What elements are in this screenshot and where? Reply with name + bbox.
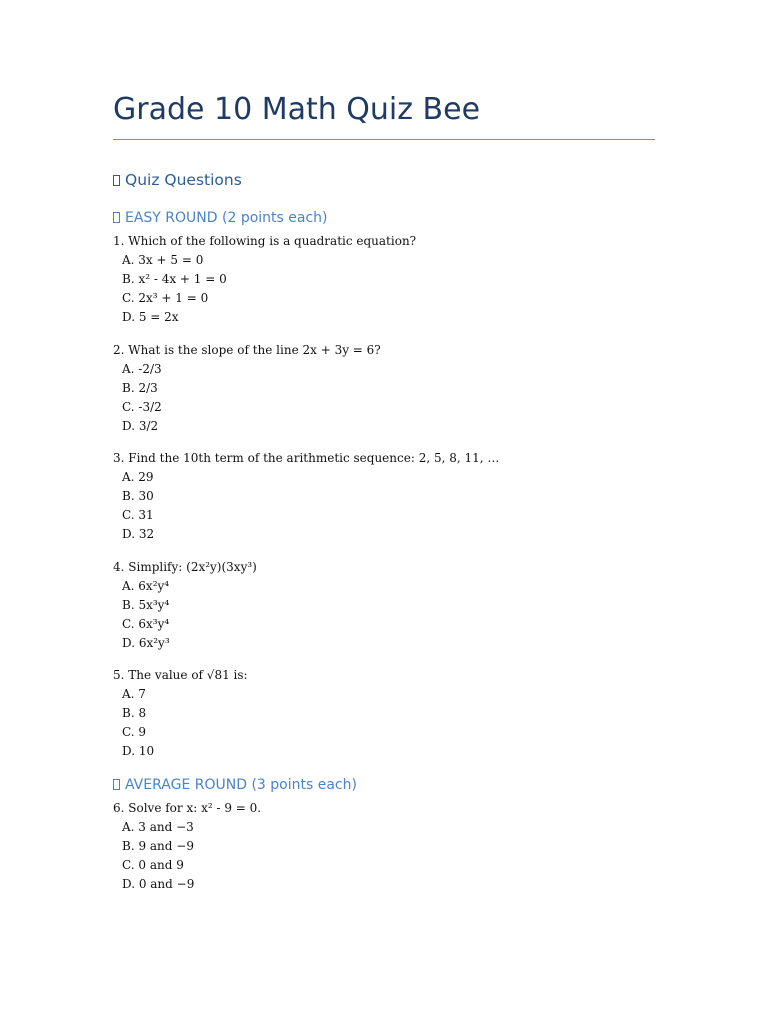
option-1c: C. 2x³ + 1 = 0 <box>122 291 209 305</box>
option-2c: C. -3/2 <box>122 400 162 414</box>
option-4b: B. 5x³y⁴ <box>122 598 170 612</box>
missing-glyph-icon <box>113 212 120 223</box>
option-1b: B. x² - 4x + 1 = 0 <box>122 272 227 286</box>
missing-glyph-icon <box>113 175 120 186</box>
question-6: 6. Solve for x: x² - 9 = 0. <box>113 801 262 815</box>
option-1a: A. 3x + 5 = 0 <box>122 253 204 267</box>
option-4a: A. 6x²y⁴ <box>122 579 170 593</box>
option-3a: A. 29 <box>122 470 154 484</box>
option-6c: C. 0 and 9 <box>122 858 184 872</box>
option-5c: C. 9 <box>122 725 147 739</box>
option-3d: D. 32 <box>122 527 155 541</box>
option-2b: B. 2/3 <box>122 381 158 395</box>
option-4d: D. 6x²y³ <box>122 636 170 650</box>
title-underline <box>113 139 655 140</box>
option-2a: A. -2/3 <box>122 362 162 376</box>
round-heading-text: EASY ROUND (2 points each) <box>125 210 328 226</box>
option-1d: D. 5 = 2x <box>122 310 179 324</box>
option-3c: C. 31 <box>122 508 154 522</box>
question-3: 3. Find the 10th term of the arithmetic sequence: 2, 5, 8, 11, … <box>113 451 500 465</box>
question-5: 5. The value of √81 is: <box>113 668 248 682</box>
document-title: Grade 10 Math Quiz Bee <box>113 92 481 127</box>
missing-glyph-icon <box>113 779 120 790</box>
option-3b: B. 30 <box>122 489 154 503</box>
option-5d: D. 10 <box>122 744 155 758</box>
option-6b: B. 9 and −9 <box>122 839 194 853</box>
section-heading <box>113 171 242 189</box>
round-heading-average <box>113 777 357 793</box>
option-4c: C. 6x³y⁴ <box>122 617 170 631</box>
question-2: 2. What is the slope of the line 2x + 3y = 6? <box>113 343 381 357</box>
option-6d: D. 0 and −9 <box>122 877 195 891</box>
round-heading-text: AVERAGE ROUND (3 points each) <box>125 777 357 793</box>
question-4: 4. Simplify: (2x²y)(3xy³) <box>113 560 257 574</box>
question-1: 1. Which of the following is a quadratic equation? <box>113 234 417 248</box>
option-5a: A. 7 <box>122 687 146 701</box>
round-heading-easy <box>113 210 328 226</box>
option-5b: B. 8 <box>122 706 147 720</box>
option-2d: D. 3/2 <box>122 419 159 433</box>
option-6a: A. 3 and −3 <box>122 820 194 834</box>
section-heading-text: Quiz Questions <box>125 171 242 189</box>
